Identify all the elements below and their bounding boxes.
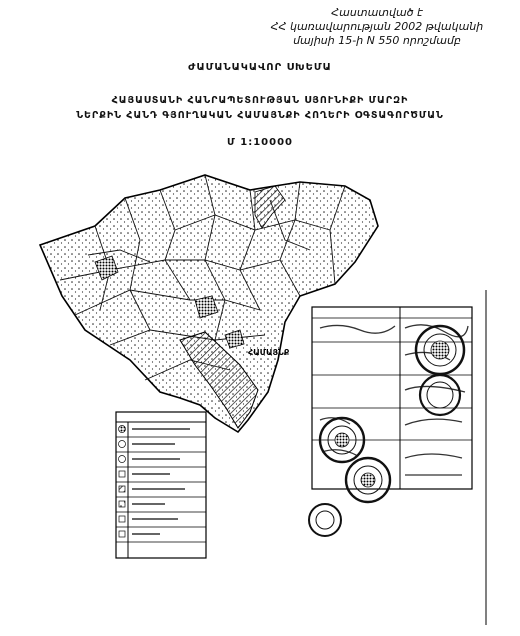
map-scale: Մ 1:10000 <box>226 137 294 148</box>
approval-line-3: մայիսի 15-ի N 550 որոշմամբ <box>293 34 461 47</box>
document-title: ԺԱՄԱՆԱԿԱՎՈՐ ՍԽԵՄԱ <box>188 62 332 73</box>
approval-line-1: Հաստատված է <box>331 6 423 19</box>
legend-table <box>116 412 206 558</box>
approval-line-2: ՀՀ կառավարության 2002 թվականի <box>270 20 484 33</box>
document-subtitle-1: ՀԱՅԱՍՏԱՆԻ ՀԱՆՐԱՊԵՏՈՒԹՅԱՆ ՍՅՈՒՆԻՔԻ ՄԱՐԶԻ <box>111 95 409 106</box>
map-label: ՀԱՄԱՅՆՔ <box>248 348 290 357</box>
document-subtitle-2: ՆԵՐՔԻՆ ՀԱՆԴ ԳՅՈՒՂԱԿԱՆ ՀԱՄԱՅՆՔԻ ՀՈՂԵՐԻ ՕԳՏԱԳՈՐԾՄԱՆ <box>76 110 444 121</box>
